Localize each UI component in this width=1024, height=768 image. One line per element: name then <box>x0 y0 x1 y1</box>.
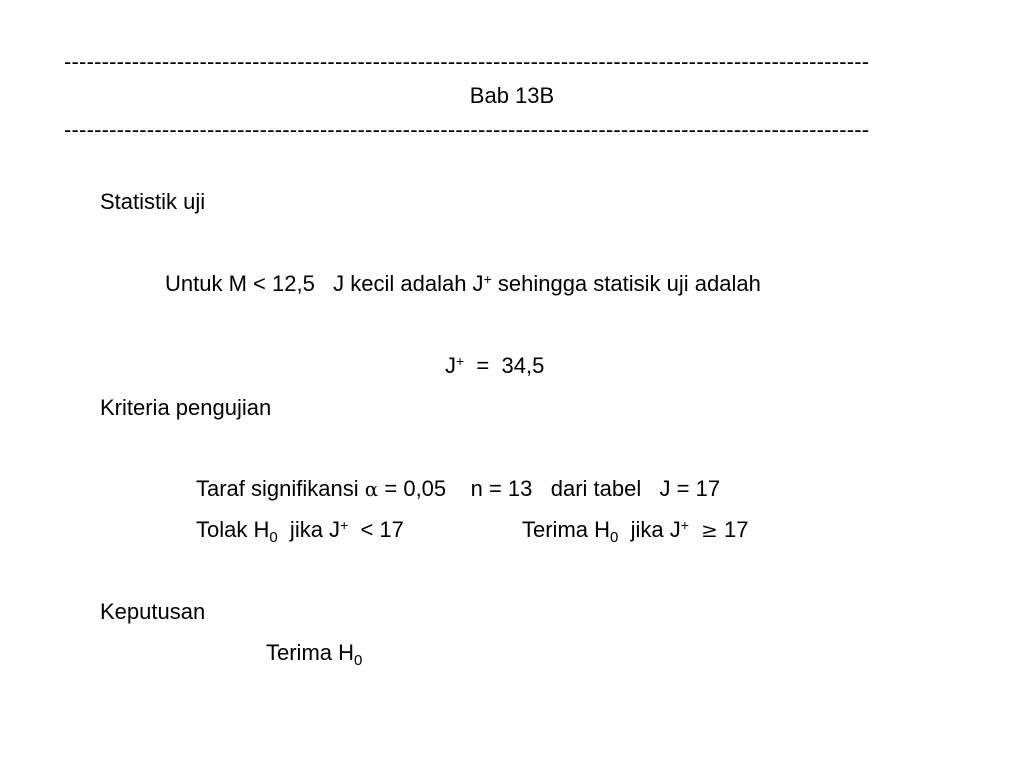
terima-spacer <box>689 517 701 542</box>
alpha-symbol: α <box>364 477 379 501</box>
plus-superscript: + <box>456 353 465 369</box>
keputusan-heading: Keputusan <box>100 599 206 624</box>
geq-symbol: ≥ <box>701 518 718 542</box>
equation-value: = 34,5 <box>464 353 545 378</box>
header-rule-bottom: ----------------------------------------------------------------------------------------------------------- <box>64 117 870 142</box>
terima-part-c: 17 <box>717 517 749 542</box>
terima-line <box>522 516 749 544</box>
plus-superscript: + <box>483 271 492 287</box>
header-rule-top: ----------------------------------------------------------------------------------------------------------- <box>64 49 870 74</box>
taraf-part-a: Taraf signifikansi <box>196 476 365 501</box>
tolak-line <box>196 516 404 544</box>
plus-superscript: + <box>340 517 349 533</box>
statistik-heading: Statistik uji <box>100 189 206 214</box>
kriteria-heading: Kriteria pengujian <box>100 395 272 420</box>
statistik-line-part-a: Untuk M < 12,5 J kecil adalah J <box>165 271 484 296</box>
taraf-part-b: = 0,05 n = 13 dari tabel J = 17 <box>378 476 721 501</box>
statistik-equation <box>445 352 544 380</box>
subscript-zero: 0 <box>610 529 619 546</box>
slide-title: Bab 13B <box>469 83 555 108</box>
taraf-line <box>196 475 720 503</box>
terima-part-b: jika J <box>618 517 681 542</box>
tolak-part-c: < 17 <box>348 517 404 542</box>
tolak-part-b: jika J <box>277 517 341 542</box>
statistik-line-part-b: sehingga statisik uji adalah <box>491 271 761 296</box>
statistik-line <box>165 270 761 298</box>
equation-j: J <box>445 353 456 378</box>
subscript-zero: 0 <box>354 652 363 669</box>
result-part-a: Terima H <box>266 640 355 665</box>
keputusan-result <box>266 639 362 667</box>
subscript-zero: 0 <box>269 529 278 546</box>
tolak-part-a: Tolak H <box>196 517 270 542</box>
terima-part-a: Terima H <box>522 517 611 542</box>
plus-superscript: + <box>680 517 689 533</box>
